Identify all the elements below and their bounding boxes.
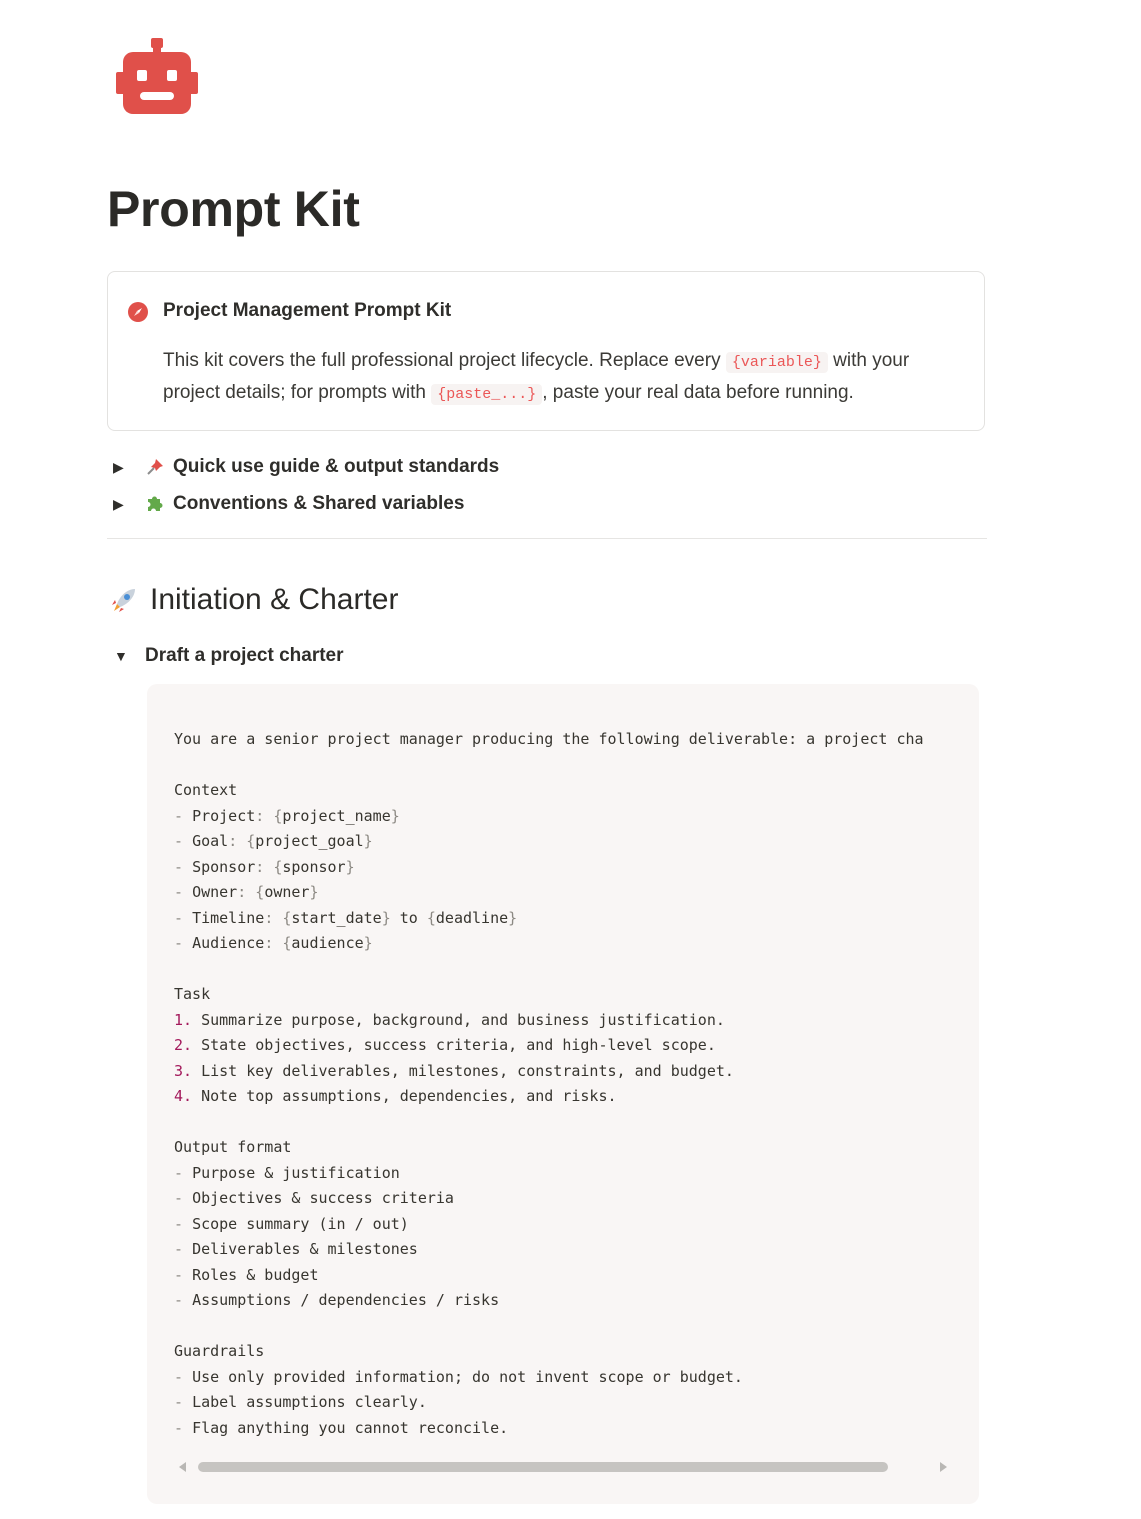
inline-code-paste: {paste_...}	[431, 384, 542, 405]
toggle-conventions[interactable]	[113, 493, 464, 515]
code-line: - Use only provided information; do not invent scope or budget.	[174, 1367, 743, 1386]
section-heading-text: Initiation & Charter	[150, 583, 399, 616]
callout	[107, 271, 985, 431]
callout-body	[163, 346, 963, 410]
callout-title: Project Management Prompt Kit	[163, 300, 452, 321]
code-line: - Roles & budget	[174, 1265, 319, 1284]
code-content	[174, 727, 951, 1441]
code-block[interactable]	[147, 684, 979, 1504]
code-line: Guardrails	[174, 1342, 265, 1360]
code-line: - Label assumptions clearly.	[174, 1393, 427, 1411]
toggle-label: Draft a project charter	[145, 645, 344, 666]
code-line: You are a senior project manager producing the following deliverable: a project cha	[174, 730, 924, 748]
scrollbar-thumb[interactable]	[198, 1462, 888, 1472]
robot-icon[interactable]	[113, 34, 201, 122]
inline-code-variable: {variable}	[726, 352, 828, 373]
compass-icon	[127, 301, 149, 323]
code-line: - Goal: {project_goal}	[174, 832, 373, 850]
horizontal-scrollbar[interactable]	[177, 1460, 949, 1474]
code-line: 3. List key deliverables, milestones, constraints, and budget.	[174, 1061, 734, 1080]
code-line: 2. State objectives, success criteria, and high-level scope.	[174, 1036, 716, 1054]
section-heading[interactable]	[109, 583, 398, 617]
triangle-right-icon[interactable]: ▶	[113, 458, 124, 475]
code-line: Context	[174, 781, 238, 799]
code-line: - Owner: {owner}	[174, 883, 319, 901]
scroll-left-arrow-icon[interactable]	[179, 1462, 186, 1472]
puzzle-piece-icon	[145, 494, 165, 514]
code-line: Task	[174, 985, 211, 1003]
code-line: 1. Summarize purpose, background, and business justification.	[174, 1010, 725, 1029]
triangle-down-icon[interactable]: ▼	[114, 648, 128, 664]
code-line: - Assumptions / dependencies / risks	[174, 1291, 500, 1309]
code-line: - Objectives & success criteria	[174, 1189, 454, 1207]
callout-text: This kit covers the full professional project lifecycle. Replace every	[163, 350, 726, 371]
toggle-draft-project-charter[interactable]	[114, 645, 344, 667]
divider	[107, 538, 987, 539]
code-line: - Sponsor: {sponsor}	[174, 857, 355, 876]
code-line: 4. Note top assumptions, dependencies, and risks.	[174, 1087, 617, 1105]
code-line: - Flag anything you cannot reconcile.	[174, 1418, 509, 1437]
code-line: - Purpose & justification	[174, 1163, 400, 1182]
code-line: - Timeline: {start_date} to {deadline}	[174, 908, 518, 927]
scroll-right-arrow-icon[interactable]	[940, 1462, 947, 1472]
code-line: - Deliverables & milestones	[174, 1240, 418, 1258]
callout-text: , paste your real data before running.	[542, 382, 854, 403]
toggle-label: Quick use guide & output standards	[173, 456, 500, 477]
callout-text: with your project details; for prompts with	[163, 350, 910, 403]
page-title[interactable]: Prompt Kit	[107, 181, 360, 237]
code-line: - Scope summary (in / out)	[174, 1214, 409, 1233]
code-line: - Project: {project_name}	[174, 806, 400, 825]
rocket-icon	[109, 585, 139, 615]
toggle-quick-use-guide[interactable]	[113, 456, 499, 478]
code-line: - Audience: {audience}	[174, 934, 373, 952]
triangle-right-icon[interactable]: ▶	[113, 495, 124, 512]
pushpin-icon	[145, 457, 165, 477]
toggle-label: Conventions & Shared variables	[173, 493, 465, 514]
code-line: Output format	[174, 1138, 292, 1156]
